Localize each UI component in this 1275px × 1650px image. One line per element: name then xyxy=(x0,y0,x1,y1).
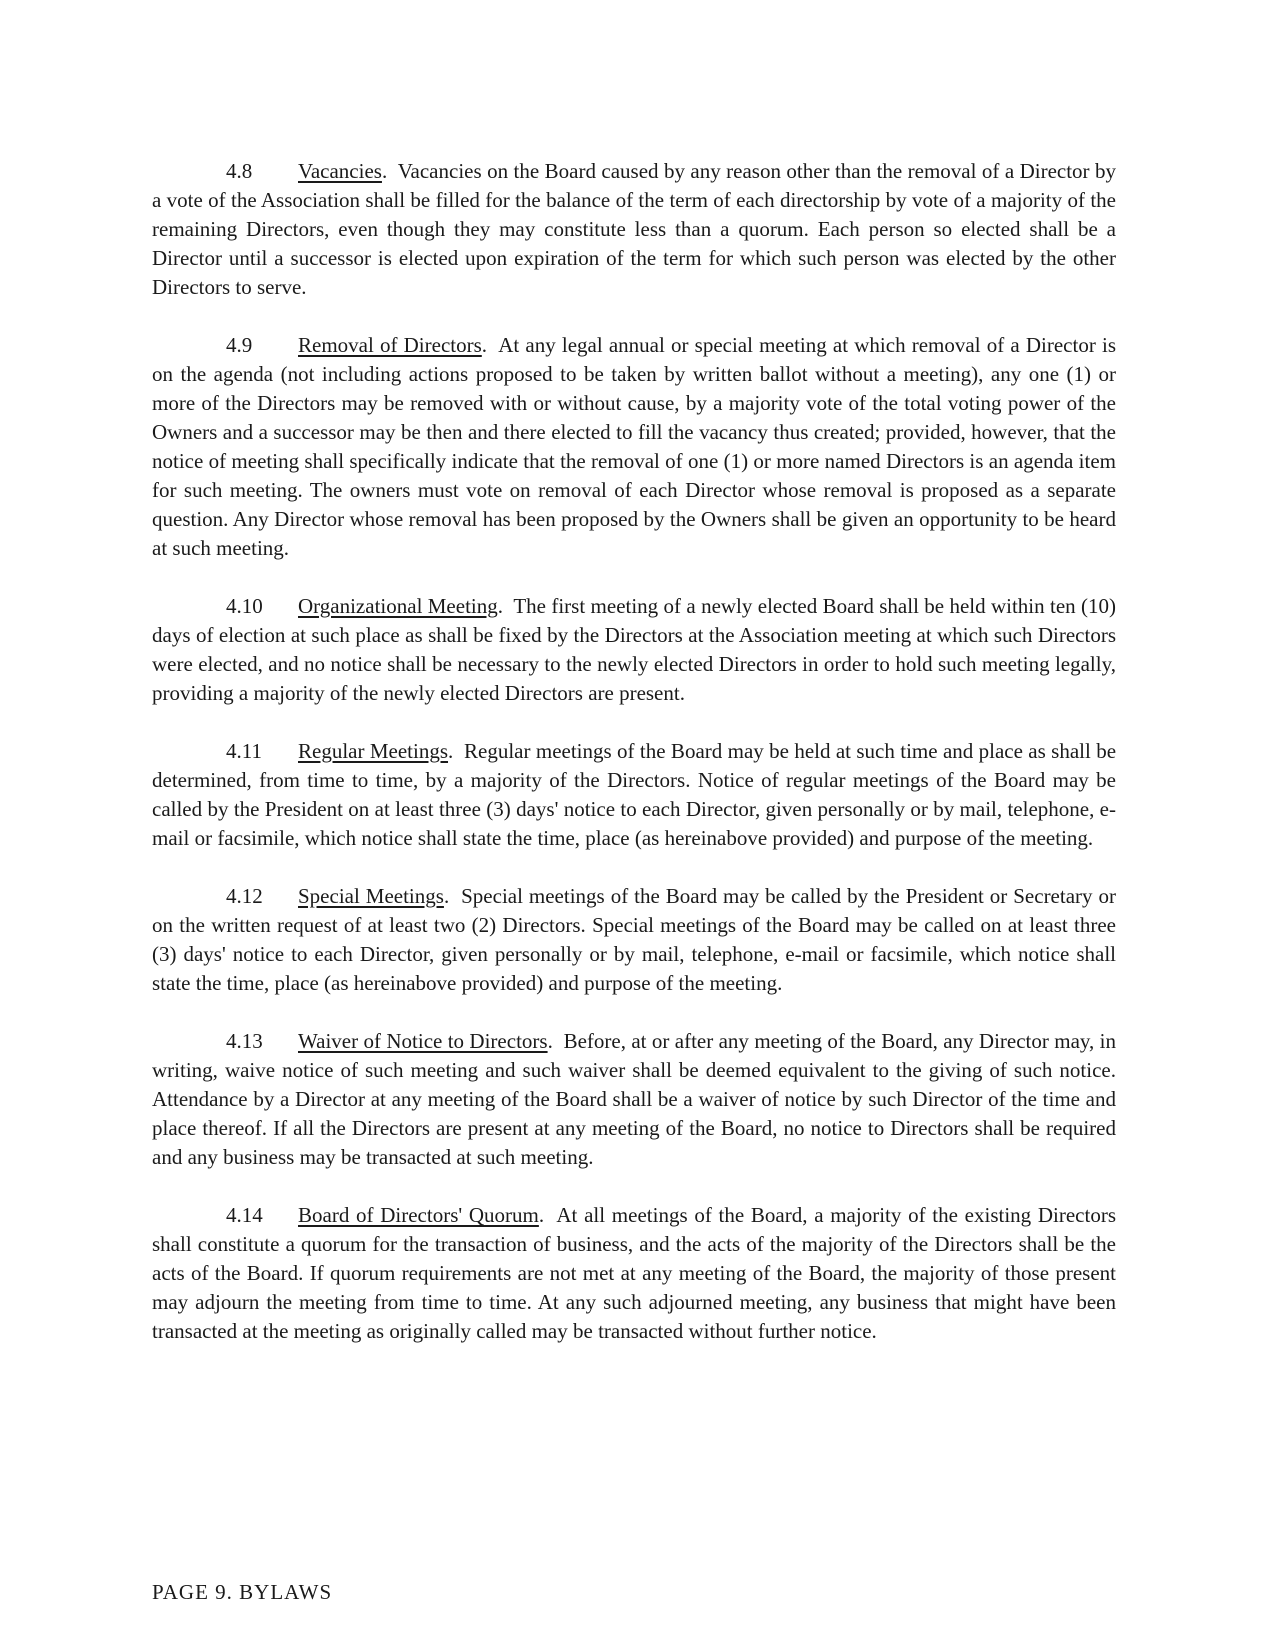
section-4-12: 4.12 Special Meetings. Special meetings of the Board may be called by the President or Secretary or on the written request of at least two (2) Directors. Special meetings of the Board may be called on at least three (3) days' notice to each Director, given personally or by mail, telephone, e-mail or facsimile, which notice shall state the time, place (as hereinabove provided) and purpose of the meeting. xyxy=(152,884,1116,995)
section-number: 4.12 xyxy=(226,884,263,908)
section-text: Regular meetings of the Board may be held at such time and place as shall be determined, from time to time, by a majority of the Directors. Notice of regular meetings of the Board may be called by the President on at least three (3) days' notice to each Director, given personally or by mail, telephone, e-mail or facsimile, which notice shall state the time, place (as hereinabove provided) and purpose of the meeting. xyxy=(152,739,1117,850)
section-text: Before, at or after any meeting of the Board, any Director may, in writing, waive notice of such meeting and such waiver shall be deemed equivalent to the giving of such notice. Attendance by a Director at any meeting of the Board shall be a waiver of notice by such Director of the time and place thereof. If all the Directors are present at any meeting of the Board, no notice to Directors shall be required and any business may be transacted at such meeting. xyxy=(152,1029,1117,1169)
section-number: 4.14 xyxy=(226,1203,263,1227)
section-number: 4.13 xyxy=(226,1029,263,1053)
section-text: The first meeting of a newly elected Board shall be held within ten (10) days of election at such place as shall be fixed by the Directors at the Association meeting at which such Directors were elected, and no notice shall be necessary to the newly elected Directors in order to hold such meeting legally, providing a majority of the newly elected Directors are present. xyxy=(152,594,1116,705)
section-4-9: 4.9 Removal of Directors. At any legal annual or special meeting at which removal of a Director is on the agenda (not including actions proposed to be taken by written ballot without a meeting), any one (1) or more of the Directors may be removed with or without cause, by a majority vote of the total voting power of the Owners and a successor may be then and there elected to fill the vacancy thus created; provided, however, that the notice of meeting shall specifically indicate that the removal of one (1) or more named Directors is an agenda item for such meeting. The owners must vote on removal of each Director whose removal is proposed as a separate question. Any Director whose removal has been proposed by the Owners shall be given an opportunity to be heard at such meeting. xyxy=(152,333,1116,560)
section-text: At all meetings of the Board, a majority of the existing Directors shall constitute a quorum for the transaction of business, and the acts of the majority of the Directors shall be the acts of the Board. If quorum requirements are not met at any meeting of the Board, the majority of those present may adjourn the meeting from time to time. At any such adjourned meeting, any business that might have been transacted at the meeting as originally called may be transacted without further notice. xyxy=(152,1203,1117,1343)
section-heading: Regular Meetings xyxy=(298,739,449,763)
section-4-11: 4.11 Regular Meetings. Regular meetings of the Board may be held at such time and place as shall be determined, from time to time, by a majority of the Directors. Notice of regular meetings of the Board may be called by the President on at least three (3) days' notice to each Director, given personally or by mail, telephone, e-mail or facsimile, which notice shall state the time, place (as hereinabove provided) and purpose of the meeting. xyxy=(152,739,1117,850)
section-number: 4.9 xyxy=(226,333,253,357)
section-heading: Special Meetings xyxy=(298,884,444,908)
section-4-8: 4.8 Vacancies. Vacancies on the Board caused by any reason other than the removal of a Director by a vote of the Association shall be filled for the balance of the term of each directorship by vote of a majority of the remaining Directors, even though they may constitute less than a quorum. Each person so elected shall be a Director until a successor is elected upon expiration of the term for which such person was elected by the other Directors to serve. xyxy=(152,159,1116,299)
page-footer: PAGE 9. BYLAWS xyxy=(152,1580,333,1604)
bylaws-body xyxy=(152,157,1116,1375)
section-number: 4.8 xyxy=(226,159,253,183)
section-text: Vacancies on the Board caused by any reason other than the removal of a Director by a vote of the Association shall be filled for the balance of the term of each directorship by vote of a majority of the remaining Directors, even though they may constitute less than a quorum. Each person so elected shall be a Director until a successor is elected upon expiration of the term for which such person was elected by the other Directors to serve. xyxy=(152,159,1116,299)
section-4-13: 4.13 Waiver of Notice to Directors. Before, at or after any meeting of the Board, any Director may, in writing, waive notice of such meeting and such waiver shall be deemed equivalent to the giving of such notice. Attendance by a Director at any meeting of the Board shall be a waiver of notice by such Director of the time and place thereof. If all the Directors are present at any meeting of the Board, no notice to Directors shall be required and any business may be transacted at such meeting. xyxy=(152,1029,1117,1169)
section-heading: Waiver of Notice to Directors xyxy=(298,1029,548,1053)
section-heading: Board of Directors' Quorum xyxy=(298,1203,539,1227)
section-number: 4.11 xyxy=(226,739,262,763)
section-heading: Organizational Meeting xyxy=(298,594,498,618)
section-4-14: 4.14 Board of Directors' Quorum. At all meetings of the Board, a majority of the existing Directors shall constitute a quorum for the transaction of business, and the acts of the majority of the Directors shall be the acts of the Board. If quorum requirements are not met at any meeting of the Board, the majority of those present may adjourn the meeting from time to time. At any such adjourned meeting, any business that might have been transacted at the meeting as originally called may be transacted without further notice. xyxy=(152,1203,1117,1343)
section-text: At any legal annual or special meeting at which removal of a Director is on the agenda (not including actions proposed to be taken by written ballot without a meeting), any one (1) or more of the Directors may be removed with or without cause, by a majority vote of the total voting power of the Owners and a successor may be then and there elected to fill the vacancy thus created; provided, however, that the notice of meeting shall specifically indicate that the removal of one (1) or more named Directors is an agenda item for such meeting. The owners must vote on removal of each Director whose removal is proposed as a separate question. Any Director whose removal has been proposed by the Owners shall be given an opportunity to be heard at such meeting. xyxy=(152,333,1116,560)
section-heading: Removal of Directors xyxy=(298,333,482,357)
section-heading: Vacancies xyxy=(298,159,382,183)
section-4-10: 4.10 Organizational Meeting. The first meeting of a newly elected Board shall be held within ten (10) days of election at such place as shall be fixed by the Directors at the Association meeting at which such Directors were elected, and no notice shall be necessary to the newly elected Directors in order to hold such meeting legally, providing a majority of the newly elected Directors are present. xyxy=(152,594,1116,705)
section-text: Special meetings of the Board may be called by the President or Secretary or on the written request of at least two (2) Directors. Special meetings of the Board may be called on at least three (3) days' notice to each Director, given personally or by mail, telephone, e-mail or facsimile, which notice shall state the time, place (as hereinabove provided) and purpose of the meeting. xyxy=(152,884,1116,995)
section-number: 4.10 xyxy=(226,594,263,618)
